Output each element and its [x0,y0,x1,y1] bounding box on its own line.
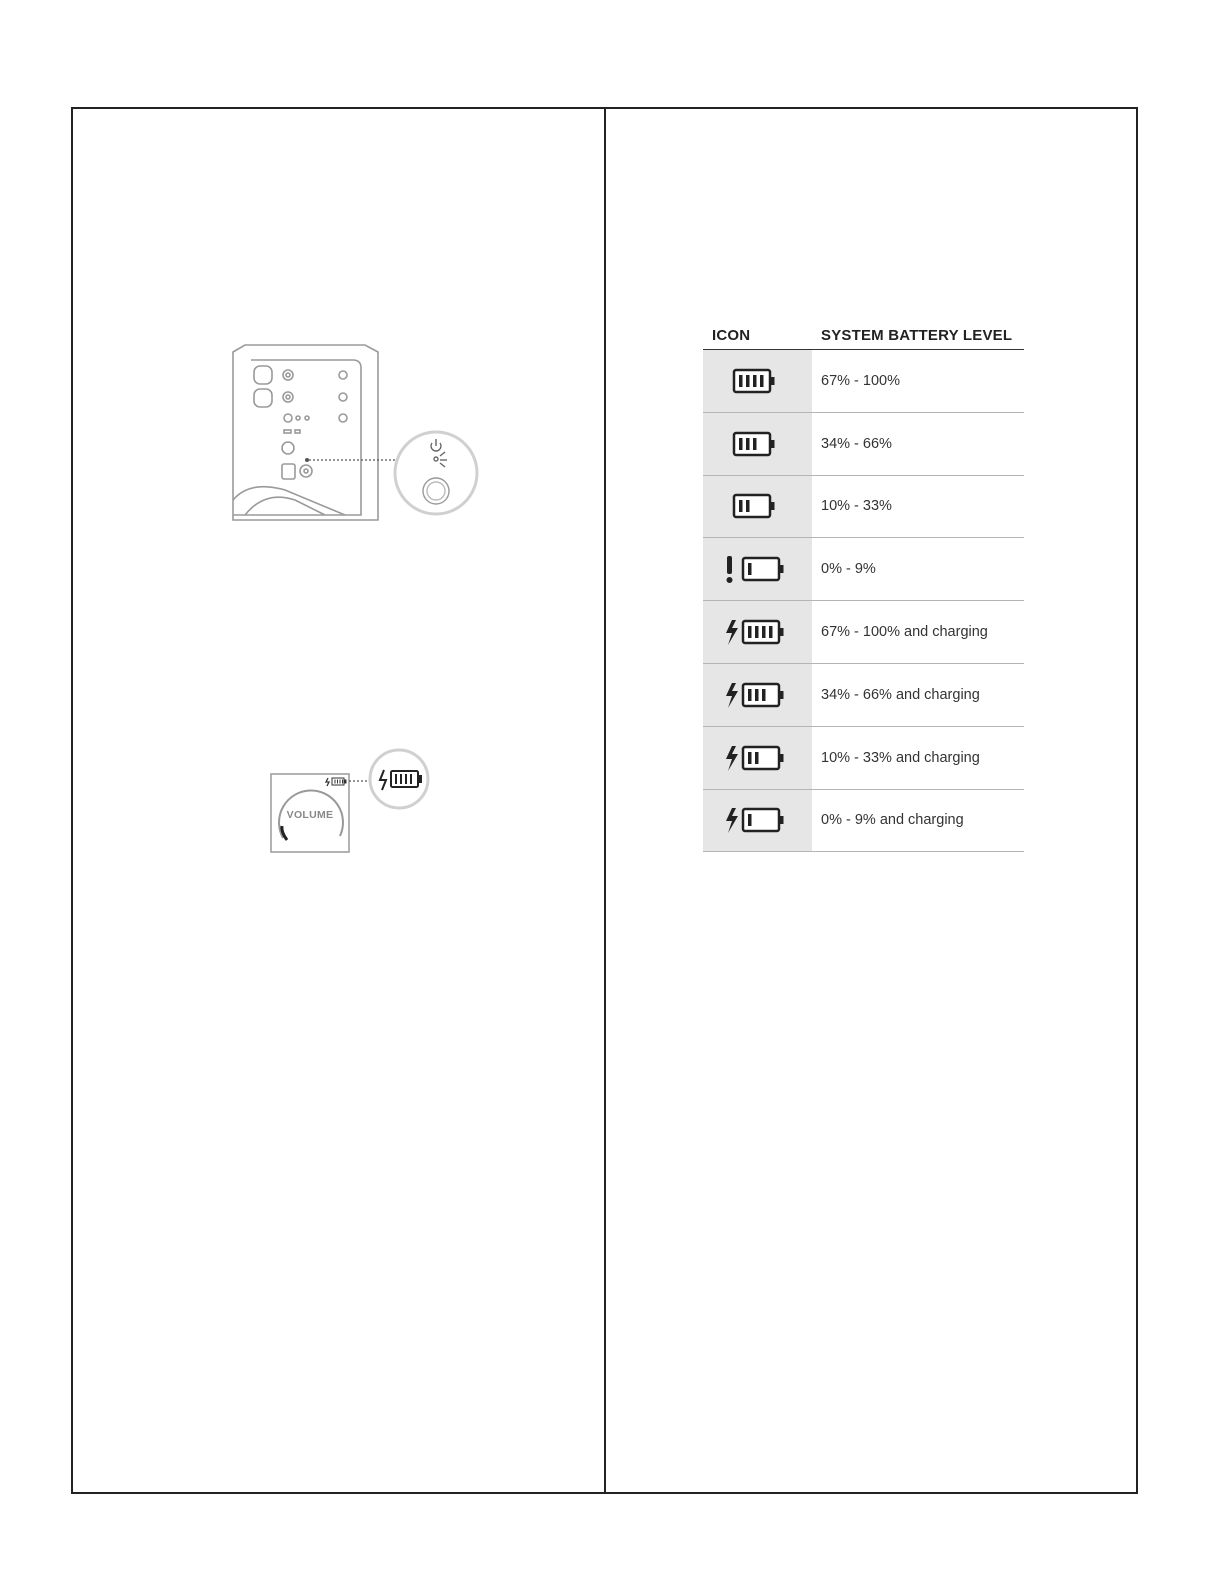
icon-cell [703,727,812,789]
battery-two-bars-charging-icon [723,740,793,776]
battery-low-charging-icon [723,802,793,838]
table-row [703,538,1024,601]
battery-level-label: 34% - 66% and charging [821,686,980,703]
column-divider [604,107,606,1494]
volume-panel-drawing [265,748,435,858]
icon-cell [703,664,812,726]
battery-low-warning-icon [723,551,793,587]
battery-three-bars-icon [723,426,793,462]
header-level-column: SYSTEM BATTERY LEVEL [821,326,1013,344]
header-icon-column: ICON [712,326,751,344]
battery-level-label: 67% - 100% [821,372,900,389]
icon-cell [703,350,812,412]
speaker-power-button-illustration [225,340,485,530]
battery-level-label: 0% - 9% [821,561,876,578]
battery-full-charging-icon [723,614,793,650]
table-body [703,350,1024,852]
table-row [703,727,1024,790]
battery-level-label: 10% - 33% [821,498,892,515]
battery-full-icon [723,363,793,399]
volume-battery-illustration [265,748,435,858]
battery-level-table [703,322,1024,852]
icon-cell [703,601,812,663]
volume-knob-label: VOLUME [286,809,334,821]
table-header [703,322,1024,350]
battery-two-bars-icon [723,488,793,524]
battery-level-label: 10% - 33% and charging [821,749,980,766]
battery-level-label: 34% - 66% [821,435,892,452]
table-row [703,350,1024,413]
battery-level-label: 0% - 9% and charging [821,812,964,829]
table-row [703,664,1024,727]
table-row [703,476,1024,539]
icon-cell [703,476,812,538]
table-row [703,790,1024,853]
table-row [703,413,1024,476]
battery-three-bars-charging-icon [723,677,793,713]
icon-cell [703,413,812,475]
icon-cell [703,538,812,600]
table-row [703,601,1024,664]
icon-cell [703,790,812,852]
battery-level-label: 67% - 100% and charging [821,624,988,641]
